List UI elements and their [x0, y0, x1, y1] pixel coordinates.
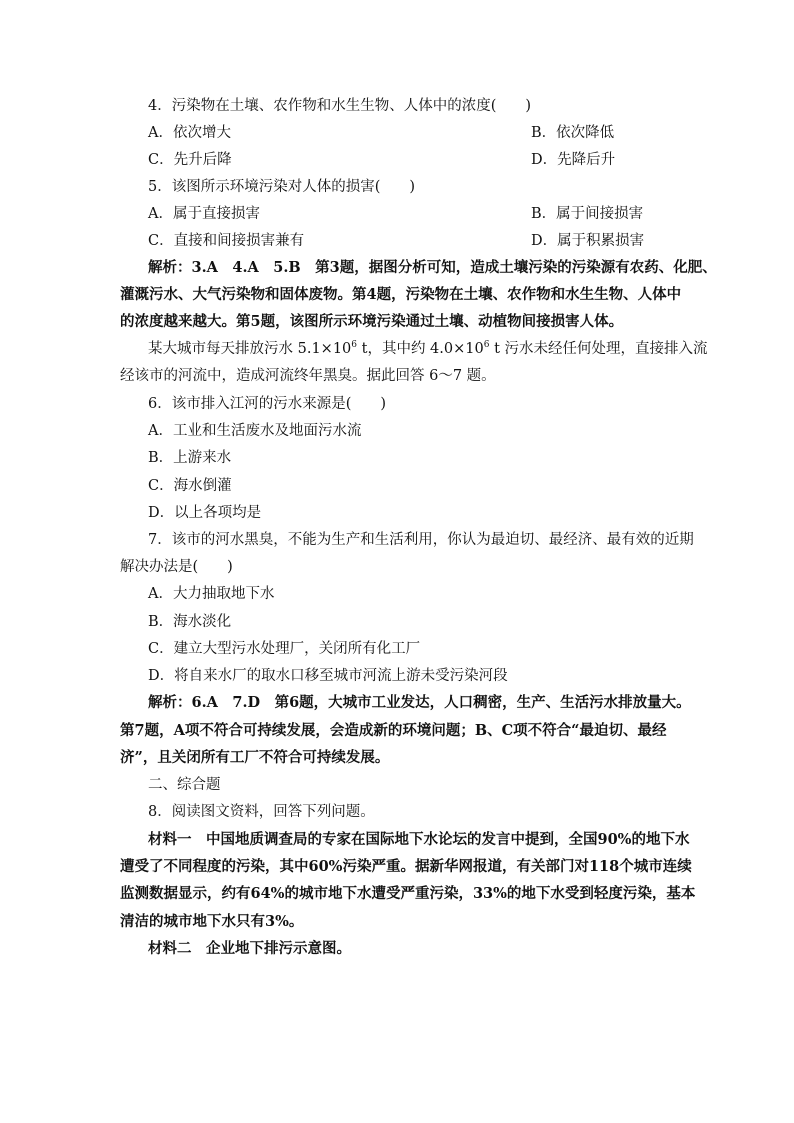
intro67-text-b: t，其中约 4.0×10 — [357, 341, 484, 357]
q4-stem: 4．污染物在土壤、农作物和水生生物、人体中的浓度( ) — [148, 98, 532, 114]
q5-options-row2 — [148, 231, 708, 251]
analysis2-line3: 济”，且关闭所有工厂不符合可持续发展。 — [120, 749, 390, 766]
section2-title: 二、综合题 — [148, 777, 221, 793]
q5-options-row1 — [148, 204, 708, 224]
q6-stem: 6．该市排入江河的污水来源是( ) — [148, 396, 387, 412]
intro67-line2: 经该市的河流中，造成河流终年黑臭。据此回答 6～7 题。 — [120, 368, 496, 384]
q4-option-b: B．依次降低 — [531, 125, 615, 141]
q5-stem: 5．该图所示环境污染对人体的损害( ) — [148, 179, 416, 195]
material2-caption: 材料二 企业地下排污示意图。 — [148, 940, 351, 957]
q5-option-c: C．直接和间接损害兼有 — [148, 233, 305, 249]
analysis1-line2: 灌溉污水、大气污染物和固体废物。第4题，污染物在土壤、农作物和水生生物、人体中 — [120, 286, 682, 303]
material1-line3: 监测数据显示，约有64%的城市地下水遭受严重污染，33%的地下水受到轻度污染，基本 — [120, 885, 696, 902]
q7-option-c: C．建立大型污水处理厂，关闭所有化工厂 — [148, 641, 421, 657]
q4-options-row1 — [148, 123, 708, 143]
material1-line4: 清洁的城市地下水只有3%。 — [120, 913, 304, 930]
q4-option-c: C．先升后降 — [148, 152, 232, 168]
analysis2-line1: 解析：6.A 7.D 第6题，大城市工业发达，人口稠密，生产、生活污水排放量大。 — [148, 694, 691, 711]
intro67-line1 — [148, 339, 708, 359]
q7-option-d: D．将自来水厂的取水口移至城市河流上游未受污染河段 — [148, 668, 508, 684]
q7-option-b: B．海水淡化 — [148, 614, 232, 630]
analysis2-line2: 第7题，A项不符合可持续发展，会造成新的环境问题；B、C项不符合“最迫切、最经 — [120, 722, 667, 739]
q8-stem: 8．阅读图文资料，回答下列问题。 — [148, 804, 375, 820]
q5-option-a: A．属于直接损害 — [148, 206, 260, 222]
material1-line1: 材料一 中国地质调查局的专家在国际地下水论坛的发言中提到，全国90%的地下水 — [148, 831, 690, 848]
intro67-exponent-1: 6 — [351, 340, 358, 351]
analysis1-line1: 解析：3.A 4.A 5.B 第3题，据图分析可知，造成土壤污染的污染源有农药、化肥、 — [148, 259, 717, 276]
q6-option-b: B．上游来水 — [148, 450, 232, 466]
q4-options-row2 — [148, 150, 708, 170]
intro67-exponent-2: 6 — [483, 340, 490, 351]
q5-option-d: D．属于积累损害 — [531, 233, 645, 249]
q4-option-a: A．依次增大 — [148, 125, 231, 141]
q6-option-d: D．以上各项均是 — [148, 505, 262, 521]
material1-line2: 遭受了不同程度的污染，其中60%污染严重。据新华网报道，有关部门对118个城市连续 — [120, 858, 692, 875]
q6-option-a: A．工业和生活废水及地面污水流 — [148, 423, 362, 439]
q4-option-d: D．先降后升 — [531, 152, 616, 168]
q7-stem-line1: 7．该市的河水黑臭，不能为生产和生活利用，你认为最迫切、最经济、最有效的近期 — [148, 532, 694, 548]
q5-option-b: B．属于间接损害 — [531, 206, 644, 222]
q6-option-c: C．海水倒灌 — [148, 478, 232, 494]
analysis1-line3: 的浓度越来越大。第5题，该图所示环境污染通过土壤、动植物间接损害人体。 — [120, 313, 624, 330]
intro67-text-a: 某大城市每天排放污水 5.1×10 — [148, 341, 352, 357]
q7-option-a: A．大力抽取地下水 — [148, 586, 275, 602]
intro67-text-c: t 污水未经任何处理，直接排入流 — [489, 341, 708, 357]
q7-stem-line2: 解决办法是( ) — [120, 559, 233, 575]
